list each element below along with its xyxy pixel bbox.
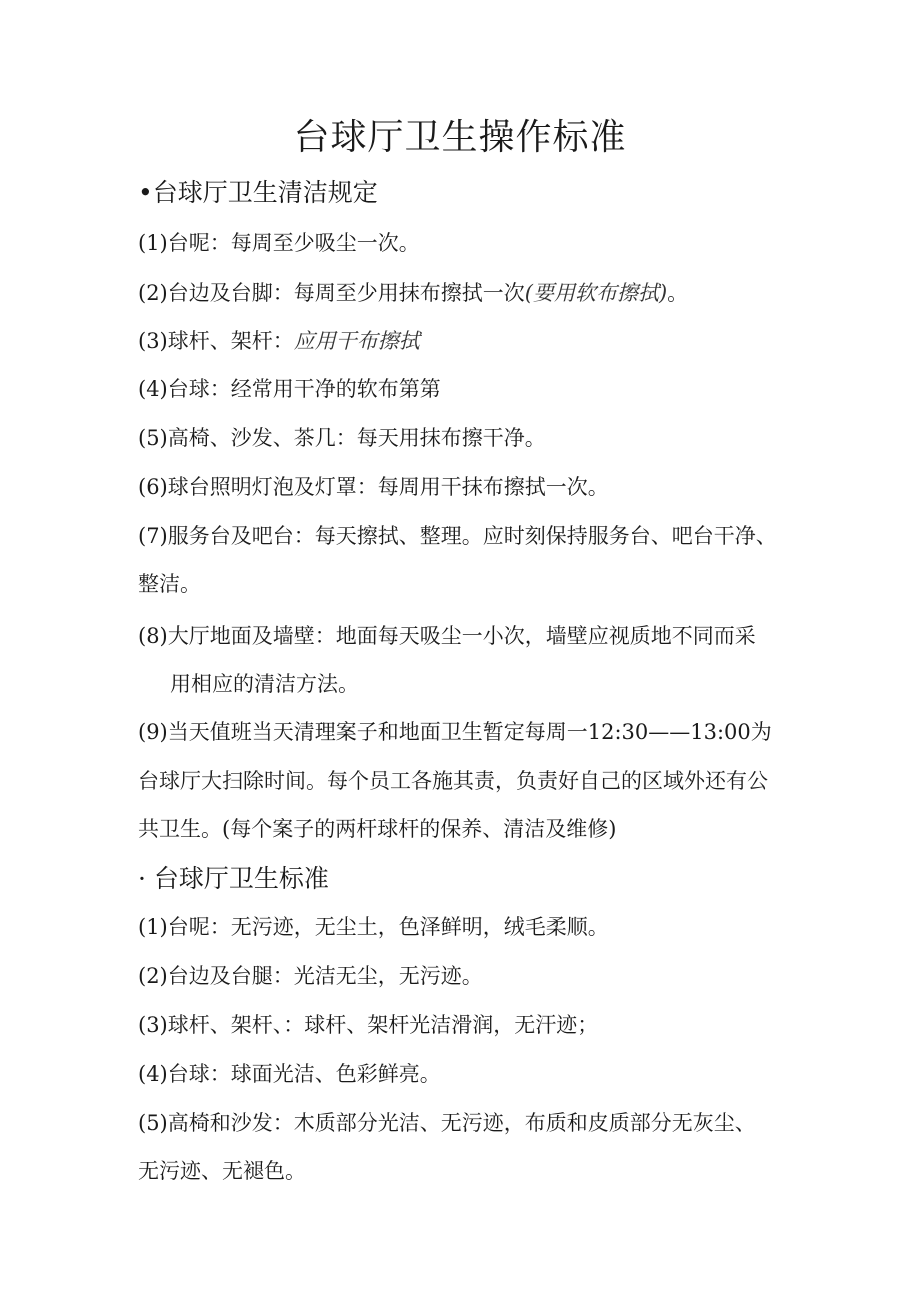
section1-item-9-continued: 台球厅大扫除时间。每个员工各施其责，负责好自己的区域外还有公 xyxy=(138,769,768,793)
section2-item-5 xyxy=(138,1108,756,1138)
item-text: (2)台边及台腿：光洁无尘，无污迹。 xyxy=(138,964,483,988)
section2-heading: · 台球厅卫生标准 xyxy=(138,864,329,893)
section2-item-1 xyxy=(138,912,609,942)
document-title: 台球厅卫生操作标准 xyxy=(293,117,627,158)
section1-item-8 xyxy=(138,621,756,651)
item-text: (3)球杆、架杆、：球杆、架杆光洁滑润，无汗迹； xyxy=(138,1013,599,1037)
item-text: (3)球杆、架杆： xyxy=(138,329,294,353)
item-text: (6)球台照明灯泡及灯罩：每周用干抹布擦拭一次。 xyxy=(138,475,609,499)
section1-item-6 xyxy=(138,472,609,502)
item-text: (5)高椅、沙发、茶几：每天用抹布擦干净。 xyxy=(138,426,546,450)
item-text: (7)服务台及吧台：每天擦拭、整理。应时刻保持服务台、吧台干净、 xyxy=(138,524,777,548)
section1-item-8-continued: 用相应的清洁方法。 xyxy=(170,672,359,696)
section1-item-9 xyxy=(138,717,772,747)
item-text: (4)台球：经常用干净的软布第第 xyxy=(138,377,441,401)
section2-item-5-continued: 无污迹、无褪色。 xyxy=(138,1159,306,1183)
item-text: (5)高椅和沙发：木质部分光洁、无污迹，布质和皮质部分无灰尘、 xyxy=(138,1111,756,1135)
section1-item-1 xyxy=(138,228,420,258)
item-text: (4)台球：球面光洁、色彩鲜亮。 xyxy=(138,1062,441,1086)
item-text: (1)台呢：无污迹，无尘土，色泽鲜明，绒毛柔顺。 xyxy=(138,915,609,939)
section2-item-3 xyxy=(138,1010,598,1040)
section1-item-5 xyxy=(138,423,546,453)
item-text: (8)大厅地面及墙壁：地面每天吸尘一小次，墙壁应视质地不同而采 xyxy=(138,624,756,648)
section1-heading: •台球厅卫生清洁规定 xyxy=(138,178,378,207)
section1-item-2 xyxy=(138,278,688,308)
item-text: (1)台呢：每周至少吸尘一次。 xyxy=(138,231,420,255)
section1-item-3 xyxy=(138,326,420,356)
section2-item-2 xyxy=(138,961,483,991)
section1-item-4 xyxy=(138,374,441,404)
item-end: 。 xyxy=(667,281,689,305)
item-text: (2)台边及台脚：每周至少用抹布擦拭一次 xyxy=(138,281,525,305)
section2-item-4 xyxy=(138,1059,441,1089)
section1-item-7 xyxy=(138,521,777,551)
section1-item-9-continued-2: 共卫生。(每个案子的两杆球杆的保养、清洁及维修) xyxy=(138,817,617,841)
item-note: 应用干布擦拭 xyxy=(293,329,420,353)
item-text: (9)当天值班当天清理案子和地面卫生暂定每周一12:30——13:00为 xyxy=(138,720,772,744)
section1-item-7-continued: 整洁。 xyxy=(138,572,201,596)
item-note: (要用软布擦拭) xyxy=(524,281,668,305)
